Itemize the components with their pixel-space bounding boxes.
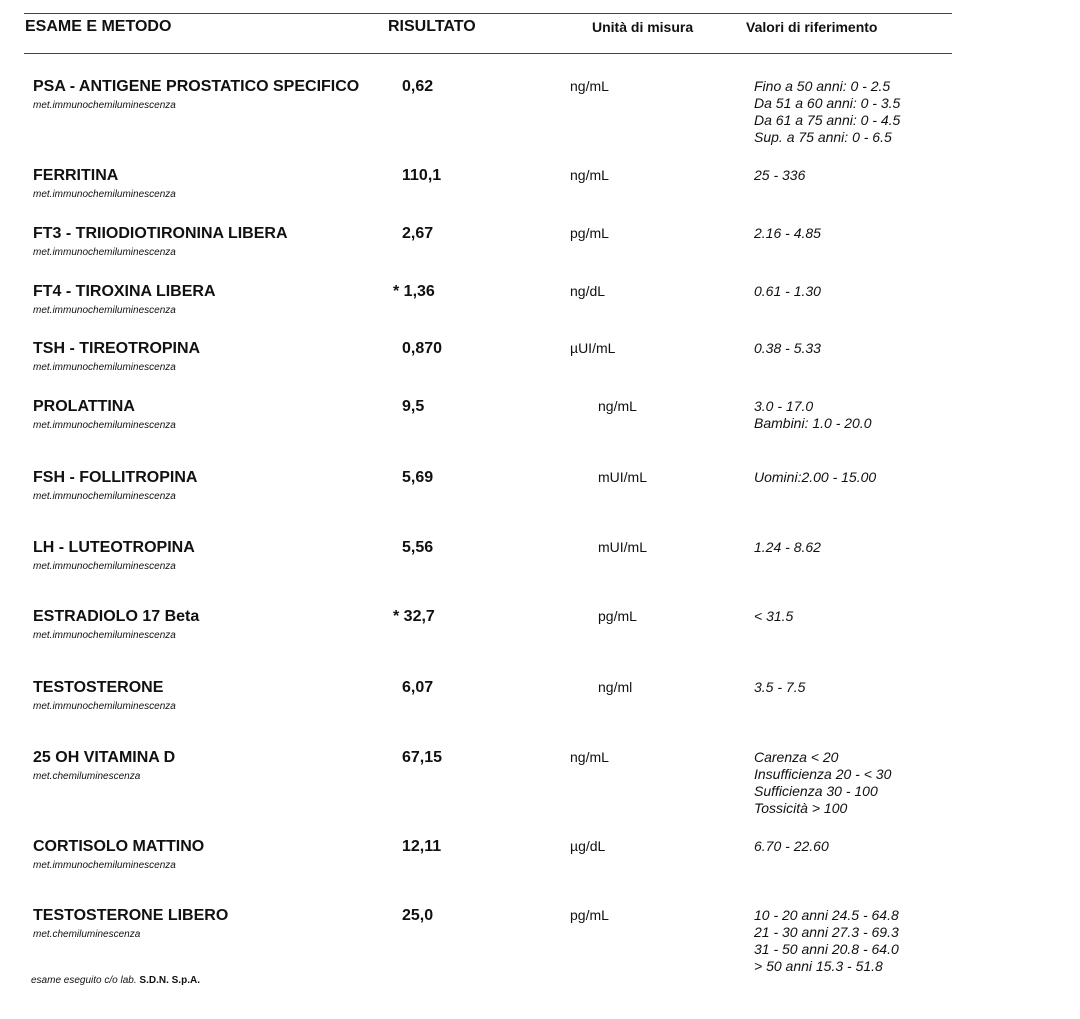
header-unit: Unità di misura [592,19,694,35]
exam-unit: ng/mL [570,749,609,765]
reference-line: Sufficienza 30 - 100 [754,783,878,799]
reference-line: 3.5 - 7.5 [754,679,806,695]
exam-unit: ng/ml [598,679,633,695]
exam-name: LH - LUTEOTROPINA [33,539,195,556]
exam-result: 2,67 [402,225,434,242]
exam-method: met.immunochemiluminescenza [33,362,176,373]
reference-values [754,469,876,486]
footer-text: esame eseguito c/o lab. [31,975,137,986]
exam-name: CORTISOLO MATTINO [33,838,205,855]
exam-method: met.immunochemiluminescenza [33,420,176,431]
footer-note [31,975,200,986]
exam-name: FT3 - TRIIODIOTIRONINA LIBERA [33,225,288,242]
exam-result: 9,5 [402,398,425,415]
exam-name: TESTOSTERONE [33,679,164,696]
exam-result: 5,56 [402,539,434,556]
reference-values [754,749,891,817]
exam-unit: ng/mL [598,398,637,414]
exam-result: 12,11 [402,838,442,855]
exam-unit: pg/mL [570,907,609,923]
exam-name: ESTRADIOLO 17 Beta [33,608,200,625]
reference-values [754,167,805,184]
header-exam-method: ESAME E METODO [25,18,172,35]
reference-line: Uomini:2.00 - 15.00 [754,469,877,485]
exam-result: * 32,7 [393,608,435,625]
exam-unit: ng/mL [570,78,609,94]
reference-values [754,225,821,242]
reference-values [754,679,805,696]
reference-values [754,907,899,975]
exam-name: FT4 - TIROXINA LIBERA [33,283,216,300]
reference-line: 25 - 336 [754,167,806,183]
exam-unit: pg/mL [570,225,609,241]
exam-method: met.chemiluminescenza [33,929,141,940]
reference-values [754,608,793,625]
exam-result: 25,0 [402,907,434,924]
reference-line: Sup. a 75 anni: 0 - 6.5 [754,129,892,145]
exam-result: 0,62 [402,78,434,95]
reference-values [754,78,900,146]
exam-method: met.immunochemiluminescenza [33,701,176,712]
exam-name: PROLATTINA [33,398,135,415]
reference-line: Bambini: 1.0 - 20.0 [754,415,872,431]
exam-name: 25 OH VITAMINA D [33,749,176,766]
reference-line: 6.70 - 22.60 [754,838,829,854]
exam-method: met.immunochemiluminescenza [33,491,176,502]
exam-result: 67,15 [402,749,443,766]
reference-line: > 50 anni 15.3 - 51.8 [754,958,883,974]
footer-lab-name: S.D.N. S.p.A. [139,975,200,986]
reference-line: 0.61 - 1.30 [754,283,821,299]
exam-unit: mUI/mL [598,539,647,555]
reference-line: Carenza < 20 [754,749,839,765]
reference-line: Fino a 50 anni: 0 - 2.5 [754,78,891,94]
exam-result: 6,07 [402,679,434,696]
reference-line: < 31.5 [754,608,794,624]
reference-line: 10 - 20 anni 24.5 - 64.8 [754,907,899,923]
reference-line: Tossicità > 100 [754,800,848,816]
header-reference-values: Valori di riferimento [746,19,878,35]
exam-name: FSH - FOLLITROPINA [33,469,198,486]
reference-line: 21 - 30 anni 27.3 - 69.3 [754,924,899,940]
exam-result: 5,69 [402,469,434,486]
reference-line: Insufficienza 20 - < 30 [754,766,892,782]
exam-unit: mUI/mL [598,469,647,485]
reference-line: 1.24 - 8.62 [754,539,821,555]
reference-values [754,283,821,300]
exam-unit: µUI/mL [570,340,616,356]
exam-name: TESTOSTERONE LIBERO [33,907,229,924]
exam-name: FERRITINA [33,167,119,184]
reference-values [754,340,821,357]
exam-method: met.immunochemiluminescenza [33,561,176,572]
exam-method: met.immunochemiluminescenza [33,100,176,111]
header-result: RISULTATO [388,18,476,35]
exam-method: met.immunochemiluminescenza [33,630,176,641]
exam-unit: pg/mL [598,608,637,624]
exam-result: * 1,36 [393,283,435,300]
exam-method: met.immunochemiluminescenza [33,247,176,258]
exam-method: met.immunochemiluminescenza [33,189,176,200]
exam-result: 110,1 [402,167,442,184]
reference-line: 31 - 50 anni 20.8 - 64.0 [754,941,899,957]
reference-values [754,838,829,855]
exam-unit: ng/mL [570,167,609,183]
reference-line: 2.16 - 4.85 [754,225,821,241]
exam-method: met.immunochemiluminescenza [33,305,176,316]
exam-unit: µg/dL [570,838,606,854]
reference-line: 3.0 - 17.0 [754,398,814,414]
reference-values [754,398,872,432]
exam-name: TSH - TIREOTROPINA [33,340,201,357]
exam-name: PSA - ANTIGENE PROSTATICO SPECIFICO [33,78,360,95]
exam-method: met.immunochemiluminescenza [33,860,176,871]
reference-line: Da 61 a 75 anni: 0 - 4.5 [754,112,901,128]
reference-line: Da 51 a 60 anni: 0 - 3.5 [754,95,901,111]
exam-unit: ng/dL [570,283,606,299]
exam-method: met.chemiluminescenza [33,771,141,782]
reference-values [754,539,821,556]
reference-line: 0.38 - 5.33 [754,340,821,356]
exam-result: 0,870 [402,340,443,357]
